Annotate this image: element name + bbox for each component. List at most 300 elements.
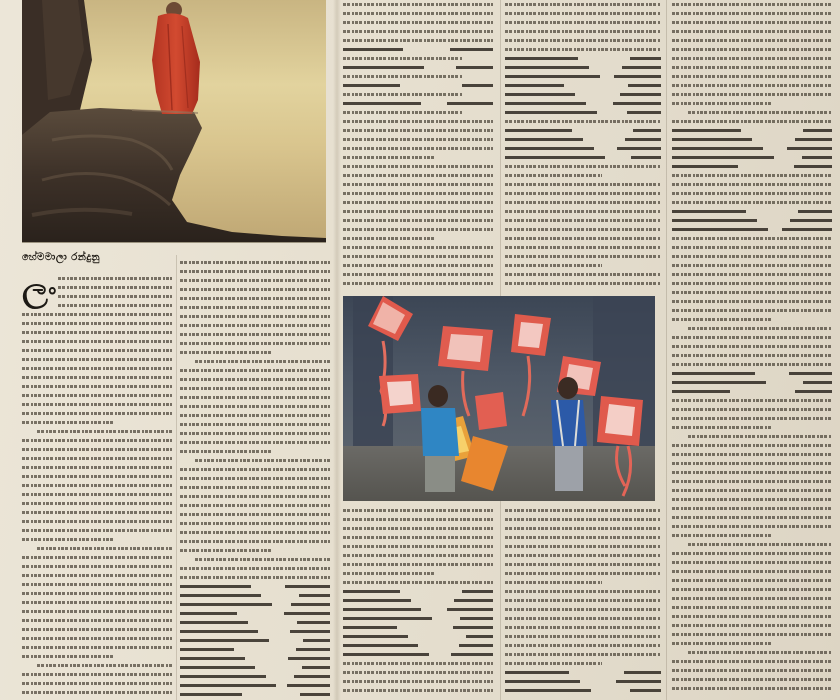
text-bar: [180, 675, 266, 678]
text-bar: [505, 156, 605, 159]
text-bar: [180, 648, 234, 651]
text-line: [343, 135, 493, 144]
text-bar: [505, 689, 591, 692]
text-line: [505, 560, 661, 569]
text-line: [343, 659, 493, 668]
text-line: [505, 27, 661, 36]
text-bar: [302, 666, 331, 669]
text-line: [672, 243, 832, 252]
text-bar: [614, 75, 661, 78]
text-line: [180, 474, 330, 483]
text-line: [343, 36, 493, 45]
text-bar: [630, 689, 661, 692]
text-line: [505, 144, 661, 153]
text-bar: [447, 102, 494, 105]
text-bar: [180, 585, 251, 588]
text-bar: [287, 684, 331, 687]
text-line: [672, 486, 832, 495]
text-line: [505, 524, 661, 533]
text-line: [180, 348, 273, 357]
text-line: [180, 600, 330, 609]
text-line: [672, 459, 832, 468]
text-line: [343, 90, 463, 99]
text-line: [672, 621, 832, 630]
text-line: [180, 393, 330, 402]
text-line: [180, 267, 330, 276]
text-line: [688, 540, 832, 549]
text-line: [505, 261, 602, 270]
text-line: [505, 569, 661, 578]
text-bar: [343, 644, 418, 647]
text-bar: [672, 156, 774, 159]
text-line: [343, 533, 493, 542]
text-line: [22, 526, 172, 535]
text-bar: [453, 626, 494, 629]
text-bar: [505, 129, 572, 132]
text-line: [343, 207, 493, 216]
text-bar: [616, 680, 661, 683]
text-line: [672, 234, 832, 243]
text-line: [505, 225, 661, 234]
text-line: [672, 612, 832, 621]
text-line: [672, 189, 832, 198]
text-bar: [505, 671, 569, 674]
text-line: [672, 531, 771, 540]
text-line: [180, 294, 330, 303]
text-line: [180, 573, 330, 582]
text-bar: [343, 48, 403, 51]
text-bar: [803, 129, 832, 132]
text-line: [505, 0, 661, 9]
text-line: [343, 180, 493, 189]
text-line: [22, 391, 172, 400]
text-line: [672, 27, 832, 36]
text-line: [505, 234, 661, 243]
text-line: [37, 661, 172, 670]
text-line: [343, 623, 493, 632]
text-bar: [447, 608, 494, 611]
text-line: [180, 654, 330, 663]
text-line: [343, 81, 493, 90]
text-line: [22, 688, 172, 697]
text-line: [343, 261, 493, 270]
text-column-4-bottom: [505, 506, 661, 700]
text-line: [672, 72, 832, 81]
text-bar: [180, 612, 237, 615]
text-line: [180, 609, 330, 618]
text-line: [505, 243, 661, 252]
text-line: [180, 438, 330, 447]
text-line: [672, 162, 832, 171]
text-bar: [460, 617, 493, 620]
text-line: [22, 463, 172, 472]
text-line: [343, 63, 493, 72]
text-line: [22, 364, 172, 373]
text-line: [672, 288, 832, 297]
text-line: [505, 677, 661, 686]
text-line: [180, 258, 330, 267]
text-line: [343, 270, 493, 279]
text-line: [343, 153, 436, 162]
text-bar: [782, 228, 832, 231]
text-line: [22, 319, 172, 328]
text-line: [672, 99, 771, 108]
text-line: [505, 99, 661, 108]
text-line: [180, 672, 330, 681]
text-bar: [291, 603, 330, 606]
text-line: [180, 321, 330, 330]
text-bar: [672, 219, 757, 222]
text-bar: [284, 612, 331, 615]
text-line: [180, 411, 330, 420]
text-line: [180, 447, 273, 456]
text-line: [672, 666, 832, 675]
text-line: [58, 292, 172, 301]
text-line: [505, 153, 661, 162]
text-line: [672, 657, 832, 666]
text-line: [672, 639, 771, 648]
text-line: [672, 585, 832, 594]
text-line: [22, 679, 172, 688]
text-bar: [672, 390, 730, 393]
text-line: [505, 650, 661, 659]
text-line: [343, 54, 463, 63]
text-bar: [787, 147, 832, 150]
text-bar: [343, 626, 397, 629]
text-line: [180, 645, 330, 654]
text-line: [180, 312, 330, 321]
text-line: [343, 605, 493, 614]
text-line: [672, 522, 832, 531]
text-line: [672, 576, 832, 585]
text-bar: [798, 210, 832, 213]
text-line: [58, 274, 172, 283]
text-line: [672, 198, 832, 207]
text-line: [343, 198, 493, 207]
text-line: [505, 72, 661, 81]
text-line: [505, 180, 661, 189]
text-bar: [466, 635, 493, 638]
text-bar: [290, 630, 331, 633]
text-line: [505, 216, 661, 225]
text-line: [343, 578, 493, 587]
text-line: [343, 569, 436, 578]
text-line: [672, 306, 832, 315]
page-fold-shadow: [333, 0, 341, 700]
text-line: [672, 144, 832, 153]
text-line: [180, 591, 330, 600]
text-line: [688, 648, 832, 657]
text-bar: [505, 75, 600, 78]
text-bar: [296, 648, 331, 651]
text-line: [22, 454, 172, 463]
text-line: [672, 450, 832, 459]
text-bar: [180, 639, 269, 642]
text-line: [505, 207, 661, 216]
text-line: [672, 468, 832, 477]
children-with-kites-photo-icon: [343, 296, 655, 501]
text-line: [505, 578, 602, 587]
text-line: [505, 641, 661, 650]
text-line: [505, 126, 661, 135]
text-bar: [505, 680, 580, 683]
text-line: [688, 324, 832, 333]
text-line: [343, 686, 493, 695]
text-line: [505, 515, 661, 524]
text-line: [672, 567, 832, 576]
text-bar: [622, 66, 661, 69]
text-line: [180, 303, 330, 312]
text-line: [672, 387, 832, 396]
text-line: [343, 225, 493, 234]
text-bar: [613, 102, 661, 105]
text-line: [37, 544, 172, 553]
text-line: [180, 366, 330, 375]
text-line: [180, 465, 330, 474]
text-line: [505, 686, 661, 695]
text-column-5: [672, 0, 832, 700]
text-line: [672, 9, 832, 18]
text-line: [22, 562, 172, 571]
text-line: [505, 162, 661, 171]
text-bar: [303, 639, 330, 642]
text-line: [180, 339, 330, 348]
text-line: [505, 198, 661, 207]
text-line: [672, 630, 832, 639]
text-line: [22, 634, 172, 643]
text-bar: [795, 138, 832, 141]
text-line: [343, 99, 493, 108]
text-line: [180, 330, 330, 339]
text-line: [180, 546, 273, 555]
text-line: [343, 243, 493, 252]
text-line: [343, 72, 463, 81]
text-line: [505, 605, 661, 614]
text-line: [672, 45, 832, 54]
text-bar: [672, 147, 763, 150]
text-bar: [180, 684, 276, 687]
text-line: [22, 436, 172, 445]
text-line: [672, 0, 832, 9]
text-bar: [343, 635, 408, 638]
text-bar: [343, 102, 421, 105]
text-line: [343, 560, 493, 569]
text-line: [22, 580, 172, 589]
text-bar: [451, 653, 493, 656]
text-bar: [300, 693, 330, 696]
text-bar: [505, 66, 589, 69]
text-line: [22, 355, 172, 364]
text-line: [505, 614, 661, 623]
text-line: [672, 315, 771, 324]
text-line: [505, 659, 602, 668]
text-bar: [294, 675, 330, 678]
text-bar: [297, 621, 330, 624]
text-column-1-top: [58, 274, 172, 314]
text-line: [22, 670, 172, 679]
article-dropcap: ලං: [22, 269, 57, 309]
text-bar: [633, 129, 661, 132]
text-line: [22, 571, 172, 580]
text-bar: [343, 590, 400, 593]
text-line: [22, 418, 115, 427]
text-line: [180, 375, 330, 384]
text-line: [58, 301, 172, 310]
text-bar: [803, 381, 832, 384]
text-bar: [802, 156, 832, 159]
text-bar: [343, 84, 400, 87]
text-line: [343, 506, 493, 515]
text-line: [672, 675, 832, 684]
text-bar: [505, 111, 597, 114]
text-line: [180, 582, 330, 591]
text-line: [672, 117, 832, 126]
text-column-4-top: [505, 0, 661, 292]
text-bar: [343, 617, 432, 620]
text-line: [505, 54, 661, 63]
text-line: [195, 555, 330, 564]
text-bar: [343, 599, 411, 602]
text-line: [672, 270, 832, 279]
text-bar: [454, 599, 493, 602]
text-line: [672, 126, 832, 135]
text-bar: [450, 48, 494, 51]
text-line: [672, 378, 832, 387]
text-line: [505, 45, 661, 54]
text-line: [505, 18, 661, 27]
text-line: [22, 346, 172, 355]
text-line: [505, 587, 661, 596]
text-line: [672, 171, 832, 180]
text-bar: [180, 657, 245, 660]
text-line: [343, 542, 493, 551]
text-bar: [628, 84, 661, 87]
text-bar: [672, 372, 755, 375]
text-line: [343, 162, 493, 171]
text-line: [343, 524, 493, 533]
text-line: [505, 279, 661, 288]
text-line: [180, 564, 330, 573]
article-byline: හේමමාලා රන්දුනු: [22, 252, 100, 263]
text-line: [180, 627, 330, 636]
text-line: [672, 54, 832, 63]
text-line: [343, 126, 493, 135]
text-line: [343, 216, 493, 225]
text-line: [672, 297, 832, 306]
text-bar: [462, 590, 494, 593]
text-bar: [343, 66, 424, 69]
text-line: [180, 636, 330, 645]
text-line: [672, 513, 832, 522]
text-line: [505, 108, 661, 117]
text-line: [180, 519, 330, 528]
text-line: [505, 632, 661, 641]
text-line: [180, 681, 330, 690]
text-column-3-bottom: [343, 506, 493, 700]
text-line: [343, 189, 493, 198]
text-line: [672, 225, 832, 234]
text-line: [505, 90, 661, 99]
text-line: [180, 402, 330, 411]
text-line: [22, 625, 172, 634]
text-line: [180, 618, 330, 627]
text-line: [343, 234, 436, 243]
text-bar: [180, 594, 261, 597]
text-line: [343, 614, 493, 623]
text-line: [343, 650, 493, 659]
text-line: [505, 63, 661, 72]
text-line: [343, 551, 493, 560]
text-bar: [288, 657, 330, 660]
text-line: [672, 369, 832, 378]
text-line: [22, 328, 172, 337]
text-line: [343, 27, 493, 36]
text-bar: [672, 138, 752, 141]
text-line: [180, 429, 330, 438]
text-line: [22, 472, 172, 481]
text-line: [672, 396, 832, 405]
text-line: [672, 495, 832, 504]
text-line: [672, 252, 832, 261]
monk-on-rock-photo-icon: [22, 0, 326, 242]
text-line: [343, 279, 493, 288]
text-line: [672, 279, 832, 288]
text-line: [505, 36, 661, 45]
text-column-1: [22, 310, 172, 700]
text-line: [505, 668, 661, 677]
text-line: [688, 432, 832, 441]
text-line: [180, 285, 330, 294]
text-column-2: [180, 258, 330, 700]
text-bar: [505, 93, 575, 96]
text-column-3-top: [343, 0, 493, 292]
text-line: [672, 342, 832, 351]
text-line: [22, 481, 172, 490]
text-bar: [299, 594, 331, 597]
text-bar: [456, 66, 494, 69]
text-line: [343, 252, 493, 261]
text-bar: [180, 630, 258, 633]
text-line: [505, 596, 661, 605]
text-line: [195, 357, 330, 366]
text-line: [22, 643, 172, 652]
text-line: [672, 549, 832, 558]
text-bar: [343, 608, 421, 611]
text-line: [672, 684, 832, 693]
text-line: [672, 477, 832, 486]
monk-photo: [22, 0, 326, 242]
text-bar: [180, 666, 255, 669]
text-bar: [672, 210, 746, 213]
text-bar: [505, 84, 564, 87]
text-bar: [672, 165, 738, 168]
text-line: [343, 0, 493, 9]
text-line: [672, 441, 832, 450]
text-line: [505, 81, 661, 90]
text-line: [672, 18, 832, 27]
text-line: [343, 641, 493, 650]
text-line: [343, 632, 493, 641]
text-bar: [462, 84, 494, 87]
text-line: [343, 144, 493, 153]
text-line: [672, 504, 832, 513]
text-line: [22, 400, 172, 409]
text-line: [505, 551, 661, 560]
text-line: [505, 506, 661, 515]
text-line: [22, 310, 172, 319]
text-line: [22, 445, 172, 454]
text-line: [22, 373, 172, 382]
